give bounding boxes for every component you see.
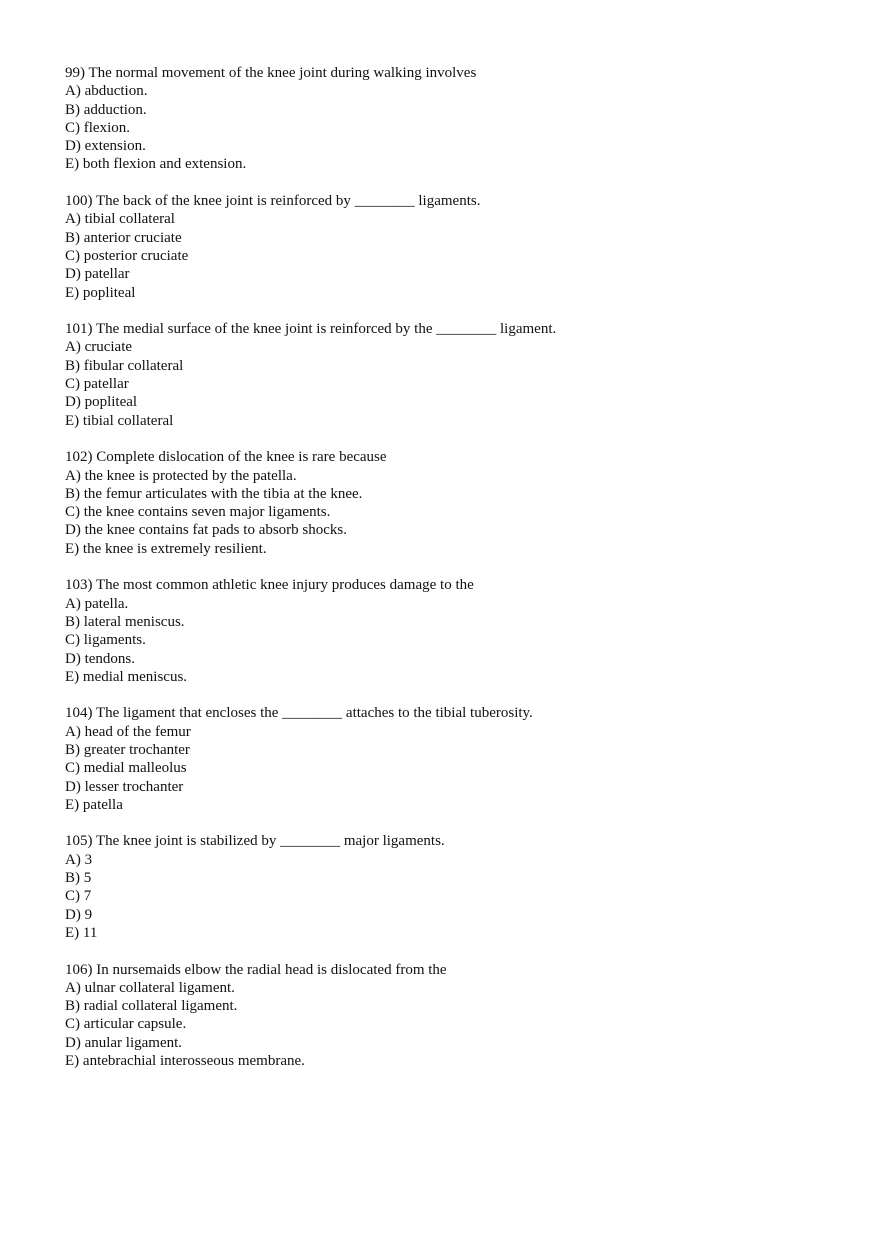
answer-option-e: E) popliteal [65,284,136,301]
question-102 [65,448,845,558]
answer-option-a: A) 3 [65,851,93,868]
question-stem: 103) The most common athletic knee injury produces damage to the [65,577,474,594]
answer-option-c: C) 7 [65,888,92,905]
answer-option-a: A) abduction. [65,83,148,100]
answer-option-e: E) the knee is extremely resilient. [65,540,267,557]
question-stem: 106) In nursemaids elbow the radial head is dislocated from the [65,961,447,978]
answer-option-d: D) lesser trochanter [65,778,184,795]
question-103 [65,576,845,686]
answer-option-b: B) radial collateral ligament. [65,998,238,1015]
question-105 [65,832,845,942]
answer-option-d: D) 9 [65,906,93,923]
answer-option-c: C) medial malleolus [65,760,187,777]
answer-option-b: B) greater trochanter [65,741,190,758]
answer-option-a: A) ulnar collateral ligament. [65,979,235,996]
answer-option-a: A) patella. [65,595,129,612]
answer-option-b: B) lateral meniscus. [65,613,185,630]
answer-option-c: C) the knee contains seven major ligaments. [65,504,331,521]
answer-option-d: D) anular ligament. [65,1034,183,1051]
answer-option-e: E) 11 [65,924,98,941]
answer-option-e: E) medial meniscus. [65,668,188,685]
answer-option-a: A) head of the femur [65,723,191,740]
answer-option-c: C) ligaments. [65,632,146,649]
question-stem: 102) Complete dislocation of the knee is rare because [65,449,387,466]
question-104 [65,704,845,814]
answer-option-d: D) tendons. [65,650,135,667]
question-stem: 104) The ligament that encloses the ________ attaches to the tibial tuberosity. [65,705,533,722]
answer-option-d: D) patellar [65,266,130,283]
answer-option-c: C) patellar [65,376,129,393]
answer-option-b: B) anterior cruciate [65,229,182,246]
answer-option-b: B) fibular collateral [65,357,184,374]
question-stem: 105) The knee joint is stabilized by ________ major ligaments. [65,833,445,850]
question-stem: 101) The medial surface of the knee joint is reinforced by the ________ ligament. [65,321,557,338]
answer-option-e: E) antebrachial interosseous membrane. [65,1053,305,1070]
question-stem: 100) The back of the knee joint is reinforced by ________ ligaments. [65,193,481,210]
answer-option-c: C) posterior cruciate [65,247,189,264]
answer-option-b: B) 5 [65,870,92,887]
question-101 [65,320,845,430]
answer-option-d: D) the knee contains fat pads to absorb shocks. [65,522,348,539]
question-stem: 99) The normal movement of the knee joint during walking involves [65,65,477,81]
answer-option-a: A) tibial collateral [65,211,175,228]
answer-option-d: D) popliteal [65,394,138,411]
question-99 [65,64,845,174]
answer-option-a: A) cruciate [65,339,133,356]
answer-option-b: B) the femur articulates with the tibia at the knee. [65,485,363,502]
answer-option-e: E) patella [65,796,123,813]
question-106 [65,961,845,1071]
question-100 [65,192,845,302]
answer-option-e: E) both flexion and extension. [65,156,247,173]
answer-option-c: C) flexion. [65,119,130,136]
answer-option-d: D) extension. [65,138,146,155]
answer-option-e: E) tibial collateral [65,412,174,429]
answer-option-c: C) articular capsule. [65,1016,187,1033]
answer-option-b: B) adduction. [65,101,147,118]
document-page [65,64,845,1089]
answer-option-a: A) the knee is protected by the patella. [65,467,297,484]
